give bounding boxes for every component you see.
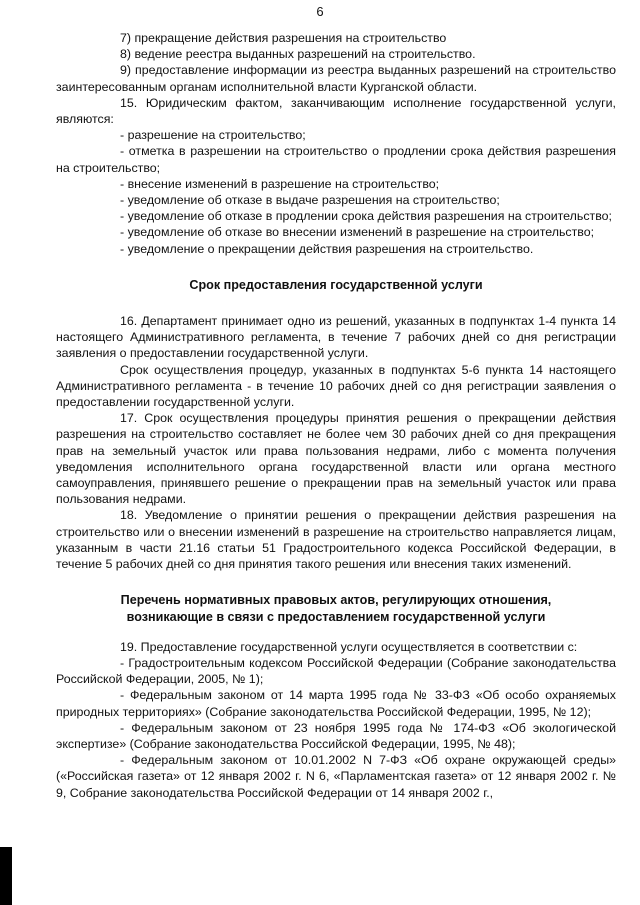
list-item: - уведомление об отказе в выдаче разрешения на строительство;: [120, 193, 500, 208]
list-item: - уведомление о прекращении действия разрешения на строительство.: [120, 241, 534, 256]
page-number: 6: [316, 4, 324, 19]
section-heading-term: Срок предоставления государственной услуги: [189, 277, 483, 292]
paragraph: 15. Юридическим фактом, заканчивающим исполнение государственной услуги, являются:: [56, 95, 616, 127]
paragraph: 8) ведение реестра выданных разрешений на строительство.: [120, 47, 476, 62]
legal-acts-section: [56, 639, 616, 801]
list-item: - Федеральным законом от 10.01.2002 N 7-ФЗ «Об охране окружающей среды» («Российская газета» от 12 января 2002 г. N 6, «Парламентская газета» от 12 января 2002 г. № 9, Собрание законодательства Российской Федерации от 14 января 2002 г.,: [56, 753, 616, 800]
paragraph: 17. Срок осуществления процедуры принятия решения о прекращении действия разрешения на строительство составляет не более чем 30 рабочих дней со дня прекращения прав на земельный участок или права пользования недрами, либо с момента получения уведомления исполнительного органа государственной власти или органа местного самоуправления, принявшего решение о прекращении прав на земельный участок или права пользования недрами.: [56, 411, 616, 507]
paragraph: 16. Департамент принимает одно из решений, указанных в подпунктах 1-4 пункта 14 настоящего Административного регламента, в течение 7 рабочих дней со дня регистрации заявления о предоставлении государственной услуги.: [56, 314, 616, 361]
paragraph: 18. Уведомление о принятии решения о прекращении действия разрешения на строительство или о внесении изменений в разрешение на строительство направляется лицам, указанным в части 21.16 статьи 51 Градостроительного кодекса Российской Федерации, в течение 5 рабочих дней со дня принятия такого решения или внесения таких изменений.: [56, 508, 616, 572]
list-item: - отметка в разрешении на строительство о продлении срока действия разрешения на строительство;: [56, 144, 616, 175]
list-item: - Федеральным законом от 23 ноября 1995 года № 174-ФЗ «Об экологической экспертизе» (Собрание законодательства Российской Федерации, 1995, № 48);: [56, 720, 616, 751]
paragraph: 19. Предоставление государственной услуги осуществляется в соответствии с:: [120, 639, 578, 654]
list-item-block: [56, 30, 616, 257]
section-heading-legal-acts: [56, 592, 616, 624]
scan-edge-mark: [0, 847, 12, 905]
list-item: - Федеральным законом от 14 марта 1995 года № 33-ФЗ «Об особо охраняемых природных территориях» (Собрание законодательства Российской Федерации, 1995, № 12);: [56, 688, 616, 719]
term-section: [56, 313, 616, 572]
list-item: - Градостроительным кодексом Российской Федерации (Собрание законодательства Российской Федерации, 2005, № 1);: [56, 655, 616, 687]
heading-line: Перечень нормативных правовых актов, регулирующих отношения,: [120, 593, 552, 608]
paragraph: 9) предоставление информации из реестра выданных разрешений на строительство заинтересованным органам исполнительной власти Курганской области.: [56, 63, 616, 94]
paragraph: Срок осуществления процедур, указанных в подпунктах 5-6 пункта 14 настоящего Административного регламента - в течение 10 рабочих дней со дня регистрации заявления о предоставлении государственной услуги.: [56, 362, 616, 410]
paragraph: 7) прекращение действия разрешения на строительство: [120, 31, 447, 45]
heading-line: возникающие в связи с предоставлением государственной услуги: [126, 609, 546, 624]
list-item: - уведомление об отказе во внесении изменений в разрешение на строительство;: [120, 225, 595, 240]
list-item: - уведомление об отказе в продлении срока действия разрешения на строительство;: [120, 209, 612, 224]
list-item: - внесение изменений в разрешение на строительство;: [120, 176, 440, 191]
list-item: - разрешение на строительство;: [120, 128, 306, 143]
